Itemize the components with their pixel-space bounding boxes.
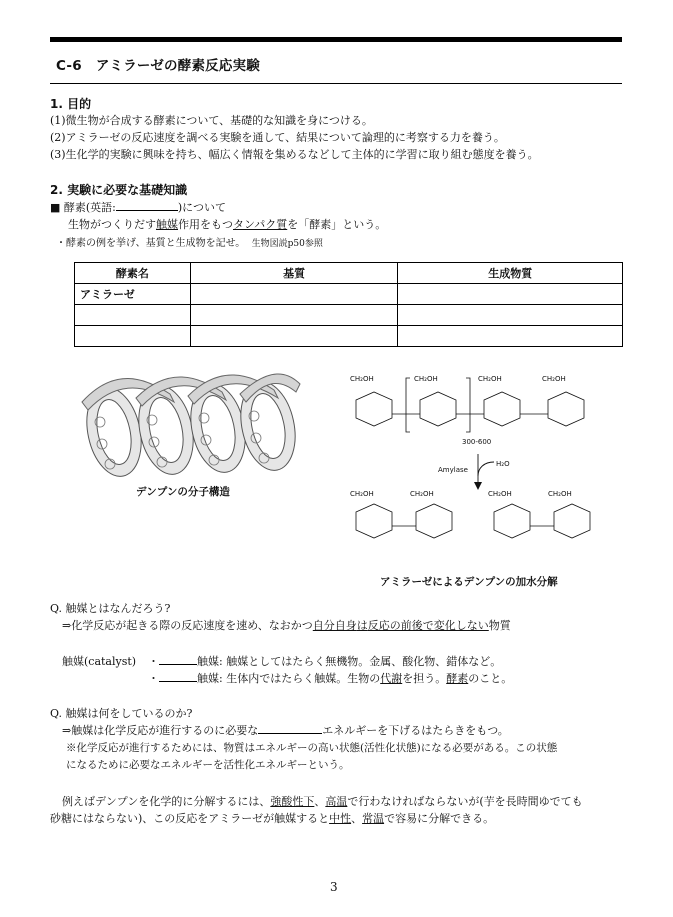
answer-underlined: は bbox=[356, 619, 368, 632]
objective-3: (3)生化学的実験に興味を持ち、幅広く情報を集めるなどして主体的に学習に取り組む態度を養う。 bbox=[50, 148, 539, 161]
group-label: CH₂OH bbox=[478, 375, 502, 383]
page-number: 3 bbox=[330, 880, 338, 894]
starch-helix-figure bbox=[74, 372, 304, 484]
definition-catalyst: 触媒 bbox=[156, 218, 178, 231]
reaction-arrow bbox=[478, 454, 494, 484]
objective-1: (1)微生物が合成する酵素について、基礎的な知識を身につける。 bbox=[50, 114, 373, 127]
paragraph-text: 、 bbox=[314, 795, 326, 808]
note-line-1: ※化学反応が進行するためには、物質はエネルギーの高い状態(活性化状態)になる必要がある。この状態 bbox=[66, 742, 558, 754]
table-cell bbox=[190, 305, 398, 326]
catalyst-text: のこと。 bbox=[468, 672, 513, 685]
paragraph-underlined: 高温 bbox=[325, 795, 348, 808]
group-label: CH₂OH bbox=[414, 375, 438, 383]
hydrolysis-caption: アミラーゼによるデンプンの加水分解 bbox=[380, 576, 558, 588]
repeat-label: 300-600 bbox=[462, 438, 492, 446]
table-cell bbox=[75, 326, 191, 347]
hydrolysis-figure bbox=[344, 372, 614, 572]
paragraph-underlined: 強酸性下 bbox=[270, 795, 315, 808]
enzyme-table bbox=[74, 262, 623, 347]
answer-2 bbox=[62, 722, 509, 738]
enzyme-english-blank bbox=[116, 199, 178, 211]
paragraph-text: で行わなければならないが(芋を長時間ゆでても bbox=[347, 795, 583, 808]
arrow-head bbox=[474, 482, 482, 490]
catalyst-type-1: ・ 触媒: 触媒としてはたらく無機物。金属、酸化物、錯体など。 bbox=[148, 655, 502, 668]
top-rule bbox=[50, 37, 622, 42]
table-row bbox=[75, 305, 623, 326]
catalyst-text: 生体内ではたらく触媒。生物の bbox=[226, 672, 381, 685]
enzyme-english-prefix: ■ 酵素(英語: bbox=[50, 201, 116, 214]
table-row bbox=[75, 284, 623, 305]
answer-text: 物質 bbox=[488, 619, 511, 632]
definition-text: 生物がつくりだす bbox=[68, 218, 156, 231]
paragraph-text: で容易に分解できる。 bbox=[384, 812, 495, 825]
group-label: CH₂OH bbox=[410, 490, 434, 498]
paragraph-text: 、 bbox=[351, 812, 363, 825]
group-label: CH₂OH bbox=[488, 490, 512, 498]
paragraph-line-2 bbox=[50, 810, 494, 826]
table-cell bbox=[398, 305, 623, 326]
enzyme-label: Amylase bbox=[438, 466, 468, 474]
catalyst-type-2: ・ 触媒: 生体内ではたらく触媒。生物の代謝を担う。酵素のこと。 bbox=[148, 672, 513, 685]
catalyst-text: 触媒としてはたらく無機物。金属、酸化物、錯体など。 bbox=[226, 655, 502, 668]
answer-text: ⇒化学反応が起きる際の反応速度を速め、なおかつ bbox=[62, 619, 313, 632]
paragraph-underlined: 中性 bbox=[329, 812, 352, 825]
table-cell bbox=[398, 326, 623, 347]
answer-1 bbox=[62, 617, 511, 633]
paragraph-underlined: 常温 bbox=[362, 812, 385, 825]
question-2: Q. 触媒は何をしているのか? bbox=[50, 707, 193, 720]
answer-underlined: 反応の前後で変化しない bbox=[367, 619, 489, 632]
answer-text: エネルギーを下げるはたらきをもつ。 bbox=[322, 724, 509, 737]
objective-2: (2)アミラーゼの反応速度を調べる実験を通して、結果について論理的に考察する力を養う。 bbox=[50, 131, 505, 144]
table-header: 酵素名 bbox=[75, 263, 191, 284]
catalyst-text: を担う。 bbox=[402, 672, 447, 685]
starch-caption: デンプンの分子構造 bbox=[136, 486, 230, 498]
section1-heading: 1. 目的 bbox=[50, 97, 92, 111]
catalyst-label: 触媒(catalyst) bbox=[62, 655, 137, 668]
paragraph-line-1 bbox=[62, 793, 583, 809]
enzyme-english-suffix: )について bbox=[177, 201, 226, 214]
group-label: CH₂OH bbox=[350, 490, 374, 498]
definition-text: を「酵素」という。 bbox=[287, 218, 387, 231]
group-label: CH₂OH bbox=[548, 490, 572, 498]
table-header-row bbox=[75, 263, 623, 284]
group-label: CH₂OH bbox=[350, 375, 374, 383]
table-cell bbox=[190, 284, 398, 305]
table-cell bbox=[75, 305, 191, 326]
question-1: Q. 触媒とはなんだろう? bbox=[50, 602, 171, 615]
table-header: 基質 bbox=[190, 263, 398, 284]
enzyme-definition bbox=[68, 216, 386, 232]
catalyst-underlined: 酵素 bbox=[446, 672, 469, 685]
table-cell bbox=[398, 284, 623, 305]
table-cell bbox=[190, 326, 398, 347]
definition-text: 作用をもつ bbox=[178, 218, 233, 231]
table-cell: アミラーゼ bbox=[75, 284, 191, 305]
title-rule bbox=[50, 83, 622, 84]
paragraph-text: 例えばデンプンを化学的に分解するには、 bbox=[62, 795, 271, 808]
catalyst-underlined: 代謝 bbox=[380, 672, 403, 685]
title-text: アミラーゼの酵素反応実験 bbox=[95, 58, 260, 74]
catalyst-text: 触媒: bbox=[197, 672, 223, 685]
enzyme-english-line bbox=[50, 199, 226, 215]
group-label: CH₂OH bbox=[542, 375, 566, 383]
table-header: 生成物質 bbox=[398, 263, 623, 284]
example-reference: 生物図説p50参照 bbox=[251, 239, 323, 249]
table-row bbox=[75, 326, 623, 347]
catalyst-text: 触媒: bbox=[197, 655, 223, 668]
page-title bbox=[56, 54, 260, 74]
catalyst-blank-2 bbox=[159, 670, 197, 682]
section2-heading: 2. 実験に必要な基礎知識 bbox=[50, 183, 188, 197]
example-text: ・酵素の例を挙げ、基質と生成物を記せ。 bbox=[56, 238, 246, 249]
product-molecules bbox=[356, 504, 590, 538]
paragraph-text: 砂糖にはならない)、この反応をアミラーゼが触媒すると bbox=[50, 812, 330, 825]
water-label: H₂O bbox=[496, 460, 510, 468]
answer-text: ⇒触媒は化学反応が進行するのに必要な bbox=[62, 724, 259, 737]
section-code: C-6 bbox=[56, 58, 82, 74]
definition-protein: タンパク質 bbox=[233, 218, 288, 231]
catalyst-blank-1 bbox=[159, 653, 197, 665]
answer-underlined: 自分自身 bbox=[312, 619, 357, 632]
note-line-2: になるために必要なエネルギーを活性化エネルギーという。 bbox=[66, 759, 350, 771]
answer-blank bbox=[258, 722, 322, 734]
example-instruction bbox=[56, 234, 323, 249]
starch-chain bbox=[356, 378, 584, 432]
